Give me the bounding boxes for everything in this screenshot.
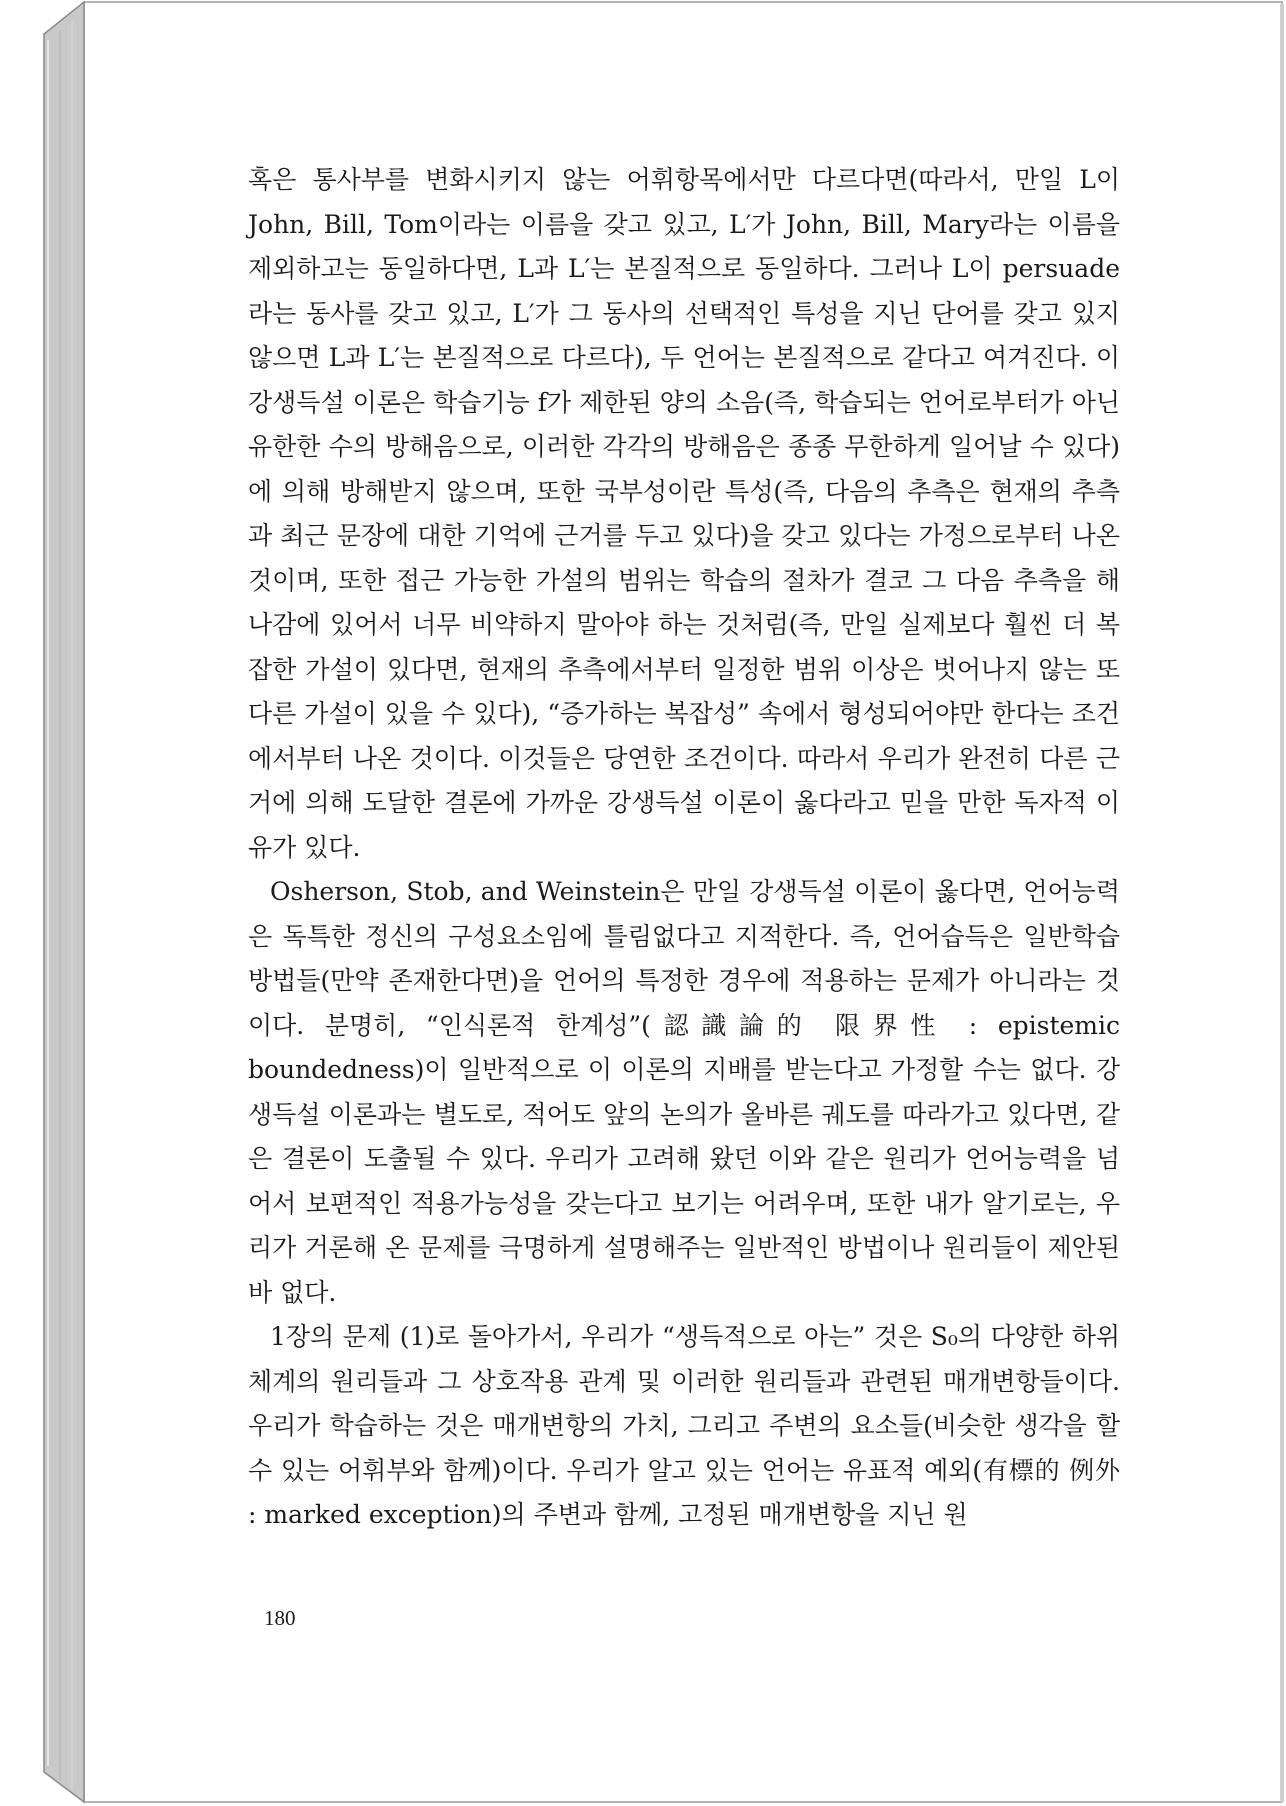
paragraph-1: 혹은 통사부를 변화시키지 않는 어휘항목에서만 다르다면(따라서, 만일 L이 John, Bill, Tom이라는 이름을 갖고 있고, L′가 John, Bill, Mary라는 이름을 제외하고는 동일하다면, L과 L′는 본질적으로 동일하다. 그러나 L이 persuade라는 동사를 갖고 있고, L′가 그 동사의 선택적인 특성을 지닌 단어를 갖고 있지 않으면 L과 L′는 본질적으로 다르다), 두 언어는 본질적으로 같다고 여겨진다. 이 강생득설 이론은 학습기능 f가 제한된 양의 소음(즉, 학습되는 언어로부터가 아닌 유한한 수의 방해음으로, 이러한 각각의 방해음은 종종 무한하게 일어날 수 있다)에 의해 방해받지 않으며, 또한 국부성이란 특성(즉, 다음의 추측은 현재의 추측과 최근 문장에 대한 기억에 근거를 두고 있다)을 갖고 있다는 가정으로부터 나온 것이며, 또한 접근 가능한 가설의 범위는 학습의 절차가 결코 그 다음 추측을 해나감에 있어서 너무 비약하지 말아야 하는 것처럼(즉, 만일 실제보다 훨씬 더 복잡한 가설이 있다면, 현재의 추측에서부터 일정한 범위 이상은 벗어나지 않는 또 다른 가설이 있을 수 있다), “증가하는 복잡성” 속에서 형성되어야만 한다는 조건에서부터 나온 것이다. 이것들은 당연한 조건이다. 따라서 우리가 완전히 다른 근거에 의해 도달한 결론에 가까운 강생득설 이론이 옳다라고 믿을 만한 독자적 이유가 있다.: [248, 165, 1120, 862]
paragraph-2: Osherson, Stob, and Weinstein은 만일 강생득설 이론이 옳다면, 언어능력은 독특한 정신의 구성요소임에 틀림없다고 지적한다. 즉, 언어습득은 일반학습 방법들(만약 존재한다면)을 언어의 특정한 경우에 적용하는 문제가 아니라는 것이다. 분명히, “인식론적 한계성”(認識論的 限界性 : epistemic boundedness)이 일반적으로 이 이론의 지배를 받는다고 가정할 수는 없다. 강생득설 이론과는 별도로, 적어도 앞의 논의가 올바른 궤도를 따라가고 있다면, 같은 결론이 도출될 수 있다. 우리가 고려해 왔던 이와 같은 원리가 언어능력을 넘어서 보편적인 적용가능성을 갖는다고 보기는 어려우며, 또한 내가 알기로는, 우리가 거론해 온 문제를 극명하게 설명해주는 일반적인 방법이나 원리들이 제안된 바 없다.: [248, 877, 1120, 1307]
page-number: 180: [264, 1606, 296, 1630]
body-text: [248, 158, 1120, 1538]
book-spine: [44, 2, 84, 1802]
page-text-block: [248, 158, 1120, 1718]
paragraph-3: 1장의 문제 (1)로 돌아가서, 우리가 “생득적으로 아는” 것은 S₀의 다양한 하위체계의 원리들과 그 상호작용 관계 및 이러한 원리들과 관련된 매개변항들이다. 우리가 학습하는 것은 매개변항의 가치, 그리고 주변의 요소들(비슷한 생각을 할 수 있는 어휘부와 함께)이다. 우리가 알고 있는 언어는 유표적 예외(有標的 例外 : marked exception)의 주변과 함께, 고정된 매개변항을 지닌 원: [248, 1322, 1120, 1529]
